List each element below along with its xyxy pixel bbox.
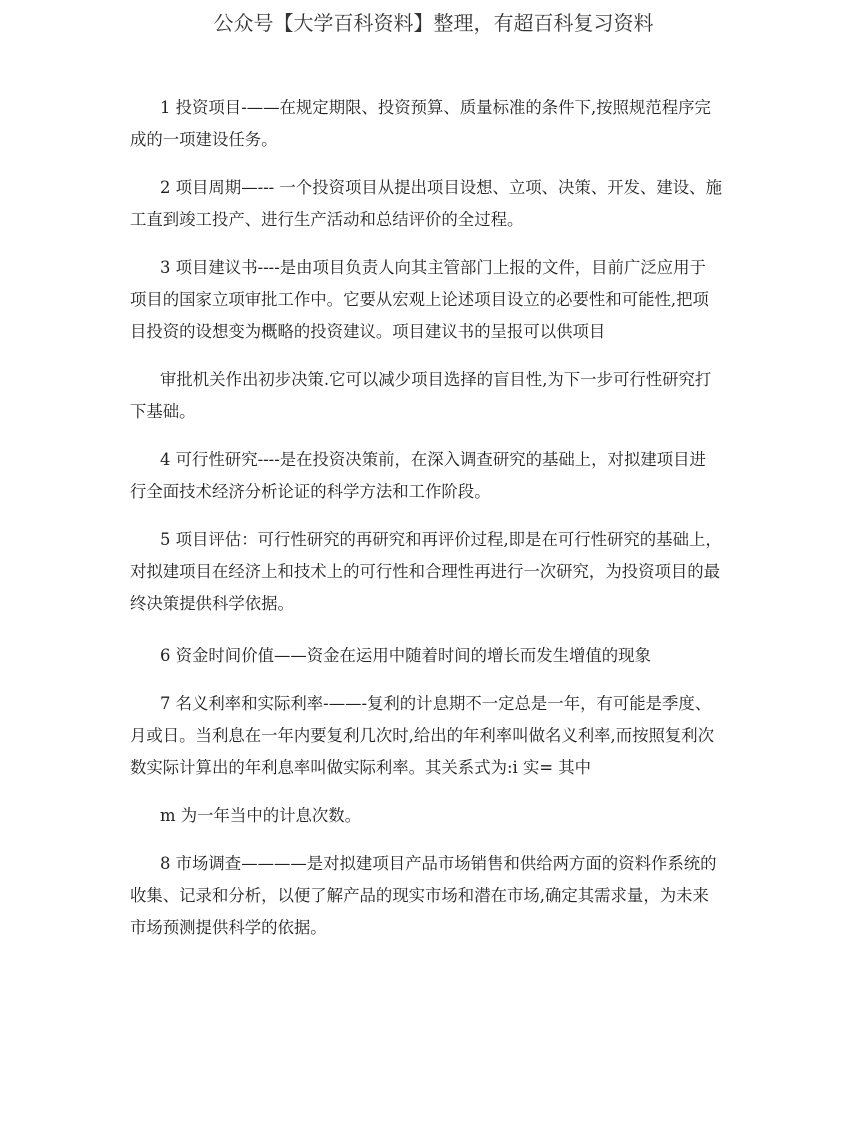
paragraph-line: 3 项目建议书----是由项目负责人向其主管部门上报的文件，目前广泛应用于 — [160, 258, 706, 277]
paragraph-line: 5 项目评估：可行性研究的再研究和再评价过程,即是在可行性研究的基础上， — [160, 530, 722, 549]
page-header: 公众号【大学百科资料】整理，有超百科复习资料 — [213, 11, 654, 35]
paragraph-line: 收集、记录和分析，以便了解产品的现实市场和潜在市场,确定其需求量，为未来 — [130, 886, 709, 905]
paragraph-line: m 为一年当中的计息次数。 — [160, 806, 362, 825]
paragraph-line: 6 资金时间价值——资金在运用中随着时间的增长而发生增值的现象 — [160, 646, 651, 665]
paragraph-line: 4 可行性研究----是在投资决策前，在深入调查研究的基础上，对拟建项目进 — [160, 450, 706, 469]
paragraph-line: 终决策提供科学依据。 — [130, 594, 294, 613]
paragraph-line: 对拟建项目在经济上和技术上的可行性和合理性再进行一次研究，为投资项目的最 — [130, 562, 721, 581]
paragraph-line: 2 项目周期—--- 一个投资项目从提出项目设想、立项、决策、开发、建设、施 — [160, 178, 722, 197]
paragraph-line: 月或日。当利息在一年内要复利几次时,给出的年利率叫做名义利率,而按照复利次 — [130, 726, 715, 745]
paragraph-line: 市场预测提供科学的依据。 — [130, 918, 327, 937]
paragraph-line: 数实际计算出的年利息率叫做实际利率。其关系式为:i 实= 其中 — [130, 758, 592, 777]
paragraph-line: 8 市场调查————是对拟建项目产品市场销售和供给两方面的资料作系统的 — [160, 854, 717, 873]
paragraph-line: 项目的国家立项审批工作中。它要从宏观上论述项目设立的必要性和可能性,把项 — [130, 290, 709, 309]
paragraph-line: 行全面技术经济分析论证的科学方法和工作阶段。 — [130, 482, 491, 501]
paragraph-line: 工直到竣工投产、进行生产活动和总结评价的全过程。 — [130, 210, 524, 229]
paragraph-line: 下基础。 — [130, 402, 196, 421]
paragraph-line: 目投资的设想变为概略的投资建议。项目建议书的呈报可以供项目 — [130, 322, 606, 341]
paragraph-line: 1 投资项目-——在规定期限、投资预算、质量标准的条件下,按照规范程序完 — [160, 98, 711, 117]
paragraph-line: 成的一项建设任务。 — [130, 130, 278, 149]
paragraph-line: 7 名义利率和实际利率-——-复利的计息期不一定总是一年，有可能是季度、 — [160, 694, 712, 713]
paragraph-line: 审批机关作出初步决策.它可以减少项目选择的盲目性,为下一步可行性研究打 — [160, 370, 712, 389]
